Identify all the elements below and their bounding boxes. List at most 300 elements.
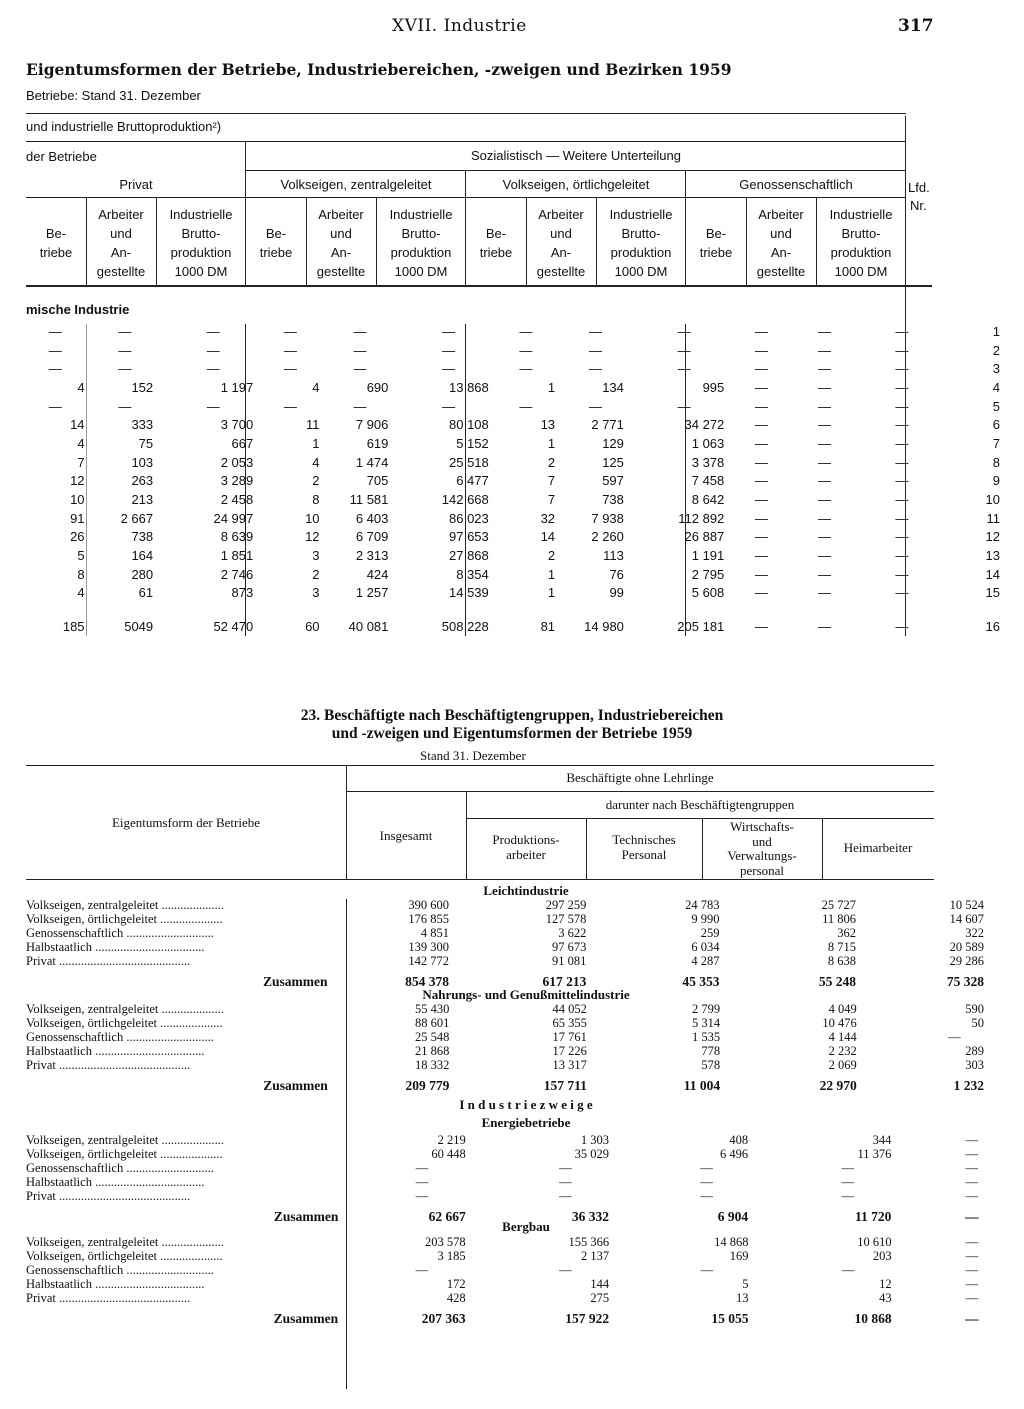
t1-cell: — xyxy=(206,361,220,377)
chapter-heading: XVII. Industrie xyxy=(392,16,527,36)
t1-cell: 14 xyxy=(985,566,1000,582)
t2-cell: 55 430 xyxy=(415,1002,450,1017)
t1-cell: 2 053 xyxy=(220,454,254,470)
t2-row xyxy=(26,1045,1024,1059)
t2-section-table xyxy=(26,1134,1024,1223)
t1-h-produktion: Industrielle Brutto- produktion 1000 DM xyxy=(389,207,453,279)
t2-cell: — xyxy=(965,1147,978,1162)
t1-cell: 705 xyxy=(366,473,389,489)
t2-cell: Halbstaatlich ................................... xyxy=(26,1175,205,1190)
t1-cell: 34 272 xyxy=(684,417,725,433)
t1-cell: 75 xyxy=(138,435,154,451)
t2-cell: Genossenschaftlich ............................ xyxy=(26,926,214,941)
table2-title-line1: 23. Beschäftigte nach Beschäftigtengruppen, Industriebereichen xyxy=(300,707,724,724)
t1-cell: 995 xyxy=(702,379,725,395)
t2-cell: 2 069 xyxy=(828,1058,857,1072)
t2-cell: 10 610 xyxy=(857,1235,892,1250)
t1-cell: — xyxy=(442,398,456,414)
t1-cell: — xyxy=(895,417,909,433)
t1-row xyxy=(26,378,1024,397)
t1-cell: — xyxy=(817,342,831,358)
t1-top-header: und industrielle Bruttoproduktion²) xyxy=(26,119,222,134)
t1-cell: 5 608 xyxy=(691,585,725,601)
t1-cell: 185 xyxy=(62,619,85,635)
t2-cell: 8 715 xyxy=(827,940,857,955)
t1-total-row xyxy=(26,602,1024,634)
t1-cell: 1 063 xyxy=(691,435,725,451)
t2-cell: 50 xyxy=(971,1016,984,1031)
t1-cell: — xyxy=(519,361,533,377)
t2-cell: 259 xyxy=(700,926,720,941)
t1-cell: 129 xyxy=(602,435,624,451)
t1-cell: 8 xyxy=(312,492,320,508)
t1-cell: 7 906 xyxy=(355,417,389,433)
t2-cell: Genossenschaftlich ............................ xyxy=(26,1263,214,1278)
t2-cell: 176 855 xyxy=(408,912,449,927)
t1-cell: 5 xyxy=(77,548,85,564)
t1-cell: — xyxy=(519,323,533,339)
t1-cell: 7 xyxy=(992,435,1000,451)
t1-cell: 2 667 xyxy=(120,510,154,526)
t2-head-beschaeftigte: Beschäftigte ohne Lehrlinge xyxy=(566,770,714,785)
t2-cell: 88 601 xyxy=(415,1016,450,1031)
t2-total-row xyxy=(26,1305,1024,1325)
t2-cell: 4 287 xyxy=(691,954,720,968)
t1-cell: — xyxy=(817,435,831,451)
t2-cell: 17 761 xyxy=(552,1030,587,1045)
t2-cell: 127 578 xyxy=(545,912,587,927)
t1-cell: — xyxy=(48,398,62,414)
t1-cell: — xyxy=(118,342,132,358)
t1-cell: — xyxy=(519,398,533,414)
t2-cell: — xyxy=(965,1189,978,1203)
t2-rule-head-bottom xyxy=(26,879,934,880)
t1-cell: — xyxy=(754,548,768,564)
t2-cell: 13 317 xyxy=(552,1058,587,1072)
t2-cell: — xyxy=(559,1263,572,1278)
t1-cell: — xyxy=(895,473,909,489)
t1-cell: 14 xyxy=(70,417,85,433)
t2-cell: — xyxy=(415,1175,429,1190)
t1-cell: — xyxy=(817,417,831,433)
t2-section-name: Nahrungs- und Genußmittelindustrie xyxy=(422,987,630,1002)
t2-cell: 12 xyxy=(879,1277,892,1292)
t2-row xyxy=(26,1250,1024,1264)
t1-cell: 7 xyxy=(547,492,556,508)
t1-cell: — xyxy=(677,361,691,377)
t2-cell: 5 xyxy=(742,1277,749,1292)
t1-cell: 103 xyxy=(131,454,154,470)
t1-cell: 205 181 xyxy=(677,619,725,635)
t1-cell: 164 xyxy=(131,548,154,564)
t1-h-arbeiter: Arbeiter und An- gestellte xyxy=(96,207,146,279)
t2-row xyxy=(26,1190,1024,1204)
t1-cell: 2 xyxy=(312,566,320,582)
t1-cell: 1 xyxy=(547,379,556,395)
t2-cell: 5 314 xyxy=(691,1016,721,1031)
t1-cell: 125 xyxy=(602,454,624,470)
t2-cell: Volkseigen, zentralgeleitet .................... xyxy=(26,899,224,913)
t1-cell: — xyxy=(817,379,831,395)
t2-cell: 60 448 xyxy=(431,1147,466,1162)
t2-cell: 207 363 xyxy=(421,1311,466,1327)
t1-cell: 14 539 xyxy=(449,585,489,601)
t2-total-row xyxy=(26,1072,1024,1092)
t1-lfd: Lfd. xyxy=(908,180,930,195)
t2-cell: 778 xyxy=(701,1044,721,1059)
t1-cell: — xyxy=(754,510,768,526)
t2-cell: 4 851 xyxy=(420,926,449,941)
t2-cell: — xyxy=(415,1189,429,1203)
t1-cell: — xyxy=(754,492,768,508)
t2-cell: — xyxy=(841,1175,855,1190)
t2-rule-3 xyxy=(466,818,934,819)
t1-cell: 142 668 xyxy=(441,492,489,508)
t1-cell: 12 xyxy=(985,529,1000,545)
t2-cell: 21 868 xyxy=(415,1044,450,1059)
t1-cell: 27 868 xyxy=(449,548,489,564)
t2-cell: 2 232 xyxy=(828,1044,857,1059)
t2-row xyxy=(26,927,1024,941)
t2-cell: — xyxy=(700,1189,713,1203)
t1-cell: — xyxy=(588,342,602,358)
t1-rule-top xyxy=(26,113,906,114)
t2-cell: Volkseigen, örtlichgeleitet .................... xyxy=(26,912,223,927)
t2-cell: Privat .......................................... xyxy=(26,1291,191,1305)
t1-cell: — xyxy=(895,492,909,508)
t2-cell: Halbstaatlich ................................... xyxy=(26,940,205,955)
t1-cell: — xyxy=(754,585,768,601)
t2-cell: 45 353 xyxy=(682,974,720,990)
t2-cell: 25 548 xyxy=(415,1030,450,1045)
t1-cell: 5 xyxy=(992,398,1000,414)
t2-industriezweige-label: I n d u s t r i e z w e i g e xyxy=(459,1097,593,1112)
t2-rule-2 xyxy=(346,791,934,792)
t1-cell: — xyxy=(206,323,220,339)
t1-cell: — xyxy=(754,454,768,470)
t1-cell: 4 xyxy=(77,585,85,601)
t2-section-name: Bergbau xyxy=(502,1219,550,1234)
t1-cell: — xyxy=(48,323,62,339)
t2-cell: 6 496 xyxy=(720,1147,749,1162)
t1-group-gen: Genossenschaftlich xyxy=(739,177,853,192)
t1-cell: 619 xyxy=(366,435,389,451)
t1-cell: 26 887 xyxy=(684,529,725,545)
t1-cell: 2 746 xyxy=(220,566,254,582)
t1-cell: 3 700 xyxy=(220,417,254,433)
t1-cell: — xyxy=(118,323,132,339)
t1-cell: 52 470 xyxy=(213,619,254,635)
t2-cell: 36 332 xyxy=(571,1209,609,1225)
t1-cell: 3 xyxy=(992,361,1000,377)
t2-cell: 55 248 xyxy=(818,974,857,990)
t1-cell: — xyxy=(754,529,768,545)
t1-cell: 4 xyxy=(312,379,320,395)
t1-cell: — xyxy=(895,548,909,564)
t1-cell: — xyxy=(353,342,367,358)
t1-cell: 2 xyxy=(312,473,320,489)
t2-cell: 289 xyxy=(965,1044,984,1059)
t2-cell: 43 xyxy=(879,1291,892,1305)
t1-cell: — xyxy=(353,361,367,377)
t1-cell: — xyxy=(817,529,831,545)
t2-row xyxy=(26,899,1024,913)
t2-cell: — xyxy=(559,1189,572,1203)
t2-cell: Genossenschaftlich ............................ xyxy=(26,1161,214,1176)
t2-head-insgesamt: Insgesamt xyxy=(379,828,433,843)
t1-cell: — xyxy=(754,473,768,489)
t2-cell: 428 xyxy=(446,1291,466,1305)
t1-cell: 1 474 xyxy=(355,454,389,470)
t1-cell: — xyxy=(206,398,220,414)
t2-cell: 24 783 xyxy=(685,898,720,913)
t2-cell: 203 xyxy=(872,1249,892,1264)
t2-cell: Volkseigen, zentralgeleitet .................... xyxy=(26,1003,224,1017)
t1-cell: — xyxy=(118,398,132,414)
t2-cell: Zusammen xyxy=(273,1209,339,1225)
t2-cell: 3 622 xyxy=(558,926,587,941)
t2-cell: 139 300 xyxy=(408,940,449,955)
t2-cell: 3 185 xyxy=(437,1249,466,1264)
t2-cell: 144 xyxy=(590,1277,610,1292)
t1-group-privat: Privat xyxy=(119,177,153,192)
t1-cell: 32 xyxy=(540,510,556,526)
t2-cell: 8 638 xyxy=(827,954,857,968)
t2-cell: Privat .......................................... xyxy=(26,1058,191,1072)
t1-cell: 1 xyxy=(312,435,320,451)
t2-cell: 14 607 xyxy=(949,912,984,927)
t1-cell: — xyxy=(754,398,768,414)
t1-row xyxy=(26,528,1024,547)
t2-cell: 142 772 xyxy=(408,954,449,968)
t2-cell: — xyxy=(965,1175,978,1190)
t2-cell: 322 xyxy=(965,926,984,941)
t2-cell: 157 711 xyxy=(543,1078,587,1094)
t2-cell: — xyxy=(965,1291,979,1305)
t1-cell: — xyxy=(895,398,909,414)
t1-cell: 1 xyxy=(547,585,556,601)
t2-cell: Volkseigen, örtlichgeleitet .................... xyxy=(26,1249,223,1264)
t2-cell: 97 673 xyxy=(552,940,587,955)
t2-cell: 15 055 xyxy=(711,1311,749,1327)
t2-cell: — xyxy=(965,1311,979,1327)
t2-cell: — xyxy=(559,1161,572,1176)
t2-section-name: Leichtindustrie xyxy=(483,883,569,898)
t1-cell: — xyxy=(895,510,909,526)
t1-cell: 7 xyxy=(77,454,85,470)
t1-cell: — xyxy=(817,454,831,470)
t2-row xyxy=(26,955,1024,969)
t2-cell: 17 226 xyxy=(552,1044,587,1059)
t1-cell: 738 xyxy=(602,492,624,508)
t1-cell: — xyxy=(754,417,768,433)
t1-group-vo: Volkseigen, örtlichgeleitet xyxy=(502,177,650,192)
t1-cell: — xyxy=(283,361,297,377)
t2-cell: Halbstaatlich ................................... xyxy=(26,1277,205,1292)
t1-cell: 2 260 xyxy=(591,529,624,545)
t1-cell: 91 xyxy=(70,510,85,526)
t1-cell: 112 892 xyxy=(678,510,725,526)
t1-cell: 11 xyxy=(986,510,1000,526)
t1-cell: 6 477 xyxy=(456,473,489,489)
t1-cell: 76 xyxy=(609,566,624,582)
t1-cell: 14 xyxy=(540,529,556,545)
t2-cell: — xyxy=(965,1161,978,1176)
t1-cell: 6 709 xyxy=(355,529,389,545)
t1-cell: — xyxy=(817,398,831,414)
t2-cell: 297 259 xyxy=(545,898,587,913)
t1-h-betriebe: Be- triebe xyxy=(259,226,293,260)
t2-cell: Genossenschaftlich ............................ xyxy=(26,1030,214,1045)
t2-cell: 209 779 xyxy=(405,1078,450,1094)
t1-cell: 1 257 xyxy=(355,585,389,601)
t2-cell: 854 378 xyxy=(405,974,449,990)
t2-cell: 390 600 xyxy=(408,898,449,913)
t1-cell: 26 xyxy=(70,529,85,545)
table1-body xyxy=(26,322,1024,634)
t2-cell: 275 xyxy=(590,1291,610,1305)
t1-cell: — xyxy=(442,361,456,377)
t1-cell: — xyxy=(895,529,909,545)
t2-cell: Volkseigen, zentralgeleitet .................... xyxy=(26,1134,224,1148)
t2-head-wirt: Wirtschafts- und Verwaltungs- personal xyxy=(727,819,797,878)
t1-cell: — xyxy=(754,619,768,635)
t2-row xyxy=(26,1031,1024,1045)
t1-cell: 3 378 xyxy=(691,454,725,470)
t1-cell: — xyxy=(895,566,909,582)
t1-cell: 8 639 xyxy=(220,529,254,545)
t2-cell: 14 868 xyxy=(714,1235,749,1250)
t1-cell: 6 xyxy=(992,417,1000,433)
t1-cell: 3 289 xyxy=(220,473,254,489)
t2-cell: 1 303 xyxy=(580,1133,609,1148)
t1-cell: — xyxy=(442,323,456,339)
t1-cell: 280 xyxy=(131,566,154,582)
t2-row xyxy=(26,1278,1024,1292)
t2-cell: 2 799 xyxy=(691,1002,721,1017)
t2-row xyxy=(26,1017,1024,1031)
t1-cell: 2 458 xyxy=(220,492,254,508)
t2-cell: 11 720 xyxy=(855,1209,892,1225)
t1-h-betriebe: Be- triebe xyxy=(39,226,73,260)
t1-rule-3 xyxy=(246,170,906,171)
t2-cell: — xyxy=(965,1235,979,1250)
t2-cell: Volkseigen, örtlichgeleitet .................... xyxy=(26,1016,223,1031)
t1-cell: 4 xyxy=(312,454,320,470)
t2-row xyxy=(26,913,1024,927)
t1-cell: 8 xyxy=(77,566,85,582)
t1-cell: 1 197 xyxy=(220,379,254,395)
t1-cell: 152 xyxy=(131,379,154,395)
t1-cell: 7 938 xyxy=(591,510,624,526)
t1-sozialistisch: Sozialistisch — Weitere Unterteilung xyxy=(470,148,681,163)
t1-cell: 14 980 xyxy=(584,619,624,635)
t1-cell: 2 795 xyxy=(691,566,725,582)
t1-cell: 738 xyxy=(131,529,154,545)
t2-rule-top xyxy=(26,765,934,766)
t1-cell: 1 xyxy=(547,435,556,451)
t1-cell: 10 xyxy=(70,492,85,508)
t2-total-row xyxy=(26,968,1024,988)
t1-cell: 4 xyxy=(77,379,85,395)
t1-cell: 2 771 xyxy=(591,417,624,433)
t2-cell: 2 219 xyxy=(437,1133,466,1148)
t1-cell: 2 xyxy=(992,342,1000,358)
t1-cell: — xyxy=(817,548,831,564)
t2-cell: 10 868 xyxy=(854,1311,892,1327)
t2-cell: 6 904 xyxy=(717,1209,749,1225)
t1-cell: 213 xyxy=(131,492,154,508)
t1-cell: 3 xyxy=(312,585,320,601)
t1-cell: 424 xyxy=(366,566,389,582)
table2-stand: Stand 31. Dezember xyxy=(420,748,526,763)
t2-cell: 590 xyxy=(965,1002,984,1017)
t1-cell: — xyxy=(442,342,456,358)
t1-cell: 1 xyxy=(992,323,1000,339)
t2-cell: — xyxy=(965,1249,979,1264)
t2-cell: 29 286 xyxy=(949,954,984,968)
t1-cell: 97 653 xyxy=(449,529,489,545)
t2-cell: 1 232 xyxy=(953,1078,984,1094)
t1-cell: — xyxy=(895,585,909,601)
t1-cell: 1 851 xyxy=(220,548,254,564)
page-number: 317 xyxy=(898,16,934,36)
t2-cell: — xyxy=(965,1277,979,1292)
t2-row xyxy=(26,1264,1024,1278)
t1-row xyxy=(26,546,1024,565)
t1-cell: — xyxy=(754,379,768,395)
t2-cell: 362 xyxy=(837,926,857,941)
t2-cell: 11 806 xyxy=(822,912,857,927)
t2-cell: 6 034 xyxy=(691,940,720,955)
t1-cell: — xyxy=(283,323,297,339)
t2-cell: 62 667 xyxy=(428,1209,466,1225)
t1-cell: 333 xyxy=(131,417,154,433)
t1-cell: 81 xyxy=(540,619,556,635)
t1-row xyxy=(26,397,1024,416)
t2-head-darunter: darunter nach Beschäftigtengruppen xyxy=(605,797,795,812)
t2-cell: — xyxy=(948,1030,961,1045)
t2-cell: Zusammen xyxy=(273,1311,339,1327)
t1-cell: — xyxy=(677,398,691,414)
t2-cell: — xyxy=(700,1161,713,1176)
t1-cell: — xyxy=(48,361,62,377)
t2-cell: 408 xyxy=(729,1133,749,1148)
t2-cell: 169 xyxy=(729,1249,749,1264)
t1-cell: 3 xyxy=(312,548,320,564)
t1-cell: — xyxy=(817,619,831,635)
t1-cell: — xyxy=(588,361,602,377)
t1-cell: — xyxy=(519,342,533,358)
t2-section-table xyxy=(26,1236,1024,1325)
t1-cell: — xyxy=(118,361,132,377)
table1-subtitle: Betriebe: Stand 31. Dezember xyxy=(26,88,201,103)
t1-cell: — xyxy=(754,361,768,377)
t2-cell: — xyxy=(415,1161,429,1176)
t2-row xyxy=(26,1292,1024,1306)
t1-cell: — xyxy=(283,342,297,358)
t1-row xyxy=(26,322,1024,341)
t1-row xyxy=(26,341,1024,360)
t2-cell: 303 xyxy=(965,1058,984,1072)
t2-cell: — xyxy=(841,1189,855,1203)
t1-cell: 1 191 xyxy=(691,548,725,564)
table1-title: Eigentumsformen der Betriebe, Industriebereichen, -zweigen und Bezirken 1959 xyxy=(26,60,732,79)
t1-cell: 60 xyxy=(305,619,320,635)
t1-row xyxy=(26,490,1024,509)
t2-cell: Volkseigen, zentralgeleitet .................... xyxy=(26,1236,224,1250)
t1-cell: 7 458 xyxy=(691,473,725,489)
